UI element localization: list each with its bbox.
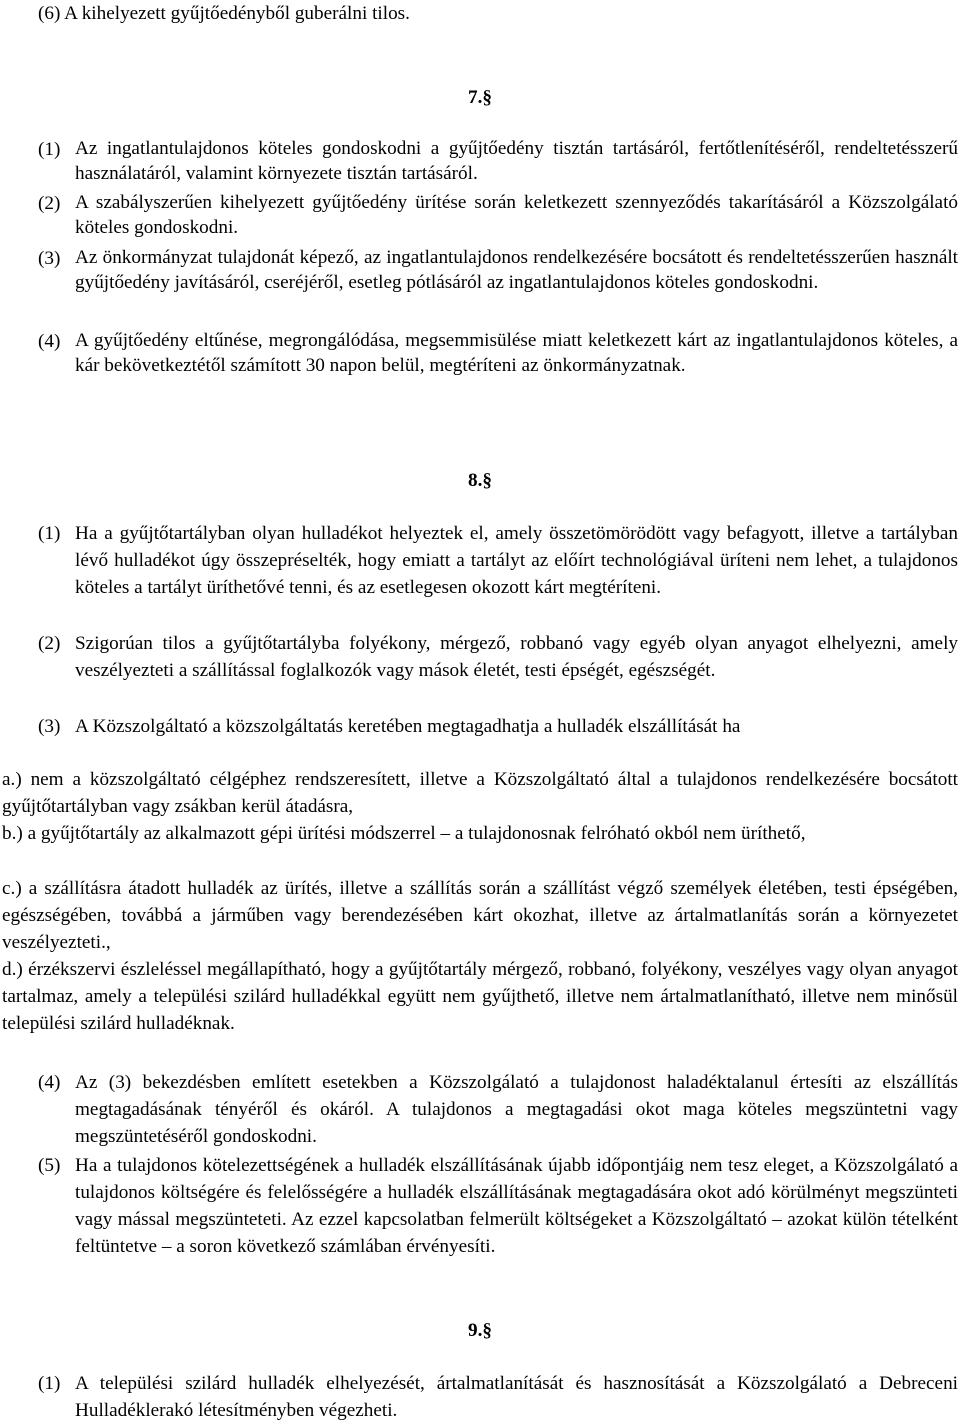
- s8-letter-b: b.) a gyűjtőtartály az alkalmazott gépi ürítési módszerrel – a tulajdonosnak felróható okból nem üríthető,: [2, 823, 806, 844]
- s8-letter-a: a.) nem a közszolgáltató célgéphez rendszeresített, illetve a Közszolgáltató által a tulajdonos rendelkezésére bocsátott gyűjtőtartályban vagy zsákban kerül átadásra,: [2, 769, 958, 817]
- s8-letter-d: d.) érzékszervi észleléssel megállapítható, hogy a gyűjtőtartály mérgező, robbanó, folyékony, veszélyes vagy olyan anyagot tartalmaz, amely a települési szilárd hulladékkal együtt nem gyűjthető, illetve nem ártalmatlanítható, illetve nem minősül települési szilárd hulladéknak.: [2, 959, 958, 1034]
- s7-item-2-text: A szabályszerűen kihelyezett gyűjtőedény ürítése során keletkezett szennyeződés takarításáról a Közszolgálató köteles gondoskodni.: [75, 192, 958, 238]
- s8-item-5-text: Ha a tulajdonos kötelezettségének a hulladék elszállításának újabb időpontjáig nem tesz eleget, a Közszolgálató a tulajdonos költségére és felelősségére a hulladék elszállításának megtagadására okot adó körülményt megszünteti vagy mással megszünteteti. Az ezzel kapcsolatban felmerült költségeket a Közszolgáltató – azokat külön tételként feltüntetve – a soron következő számlában érvényesíti.: [75, 1155, 958, 1257]
- section-8-heading: 8.§: [468, 470, 492, 491]
- s7-item-3-number: (3): [38, 248, 61, 269]
- s8-item-5-number: (5): [38, 1155, 61, 1176]
- s8-item-1-number: (1): [38, 523, 61, 544]
- s8-item-3-text: A Közszolgáltató a közszolgáltatás keretében megtagadhatja a hulladék elszállítását ha: [75, 716, 741, 737]
- s7-item-1-text: Az ingatlantulajdonos köteles gondoskodni a gyűjtőedény tisztán tartásáról, fertőtlenítéséről, rendeltetésszerű használatáról, valamint környezete tisztán tartásáról.: [75, 138, 958, 184]
- s7-item-2-number: (2): [38, 193, 61, 214]
- s7-item-4-text: A gyűjtőedény eltűnése, megrongálódása, megsemmisülése miatt keletkezett kárt az ingatlantulajdonos köteles, a kár bekövetkeztétől számított 30 napon belül, megtéríteni az önkormányzatnak.: [75, 330, 958, 376]
- section-7-heading: 7.§: [468, 87, 492, 108]
- s7-item-4-number: (4): [38, 331, 61, 352]
- s8-item-3-number: (3): [38, 716, 61, 737]
- s9-item-1-number: (1): [38, 1373, 61, 1394]
- s9-item-1-text: A települési szilárd hulladék elhelyezését, ártalmatlanítását és hasznosítását a Közszolgálató a Debreceni Hulladéklerakó létesítményben végezheti.: [75, 1373, 958, 1421]
- s8-item-4-text: Az (3) bekezdésben említett esetekben a Közszolgálató a tulajdonost haladéktalanul értesíti az elszállítás megtagadásának tényéről és okáról. A tulajdonos a megtagadási okot maga köteles megszüntetni vagy megszüntetéséről gondoskodni.: [75, 1072, 958, 1147]
- s8-item-4-number: (4): [38, 1072, 61, 1093]
- s8-item-2-number: (2): [38, 633, 61, 654]
- section-9-heading: 9.§: [468, 1320, 492, 1341]
- s7-item-3-text: Az önkormányzat tulajdonát képező, az ingatlantulajdonos rendelkezésére bocsátott és rendeltetésszerűen használt gyűjtőedény javításáról, cseréjéről, esetleg pótlásáról az ingatlantulajdonos köteles gondoskodni.: [75, 247, 958, 293]
- s8-item-1-text: Ha a gyűjtőtartályban olyan hulladékot helyeztek el, amely összetömörödött vagy befagyott, illetve a tartályban lévő hulladékot úgy összepréselték, hogy emiatt a tartályt az előírt technológiával üríteni nem lehet, a tulajdonos köteles a tartályt üríthetővé tenni, és az esetlegesen okozott kárt megtéríteni.: [75, 523, 958, 598]
- paragraph-6-guberalas: (6) A kihelyezett gyűjtőedényből guberálni tilos.: [38, 3, 410, 24]
- s8-letter-c: c.) a szállításra átadott hulladék az ürítés, illetve a szállítás során a szállítást végző személyek életében, testi épségében, egészségében, továbbá a járműben vagy berendezésében kárt okozhat, illetve az ártalmatlanítás során a környezetet veszélyezteti.,: [2, 878, 958, 953]
- s8-item-2-text: Szigorúan tilos a gyűjtőtartályba folyékony, mérgező, robbanó vagy egyéb olyan anyagot elhelyezni, amely veszélyezteti a szállítással foglalkozók vagy mások életét, testi épségét, egészségét.: [75, 633, 958, 681]
- s7-item-1-number: (1): [38, 139, 61, 160]
